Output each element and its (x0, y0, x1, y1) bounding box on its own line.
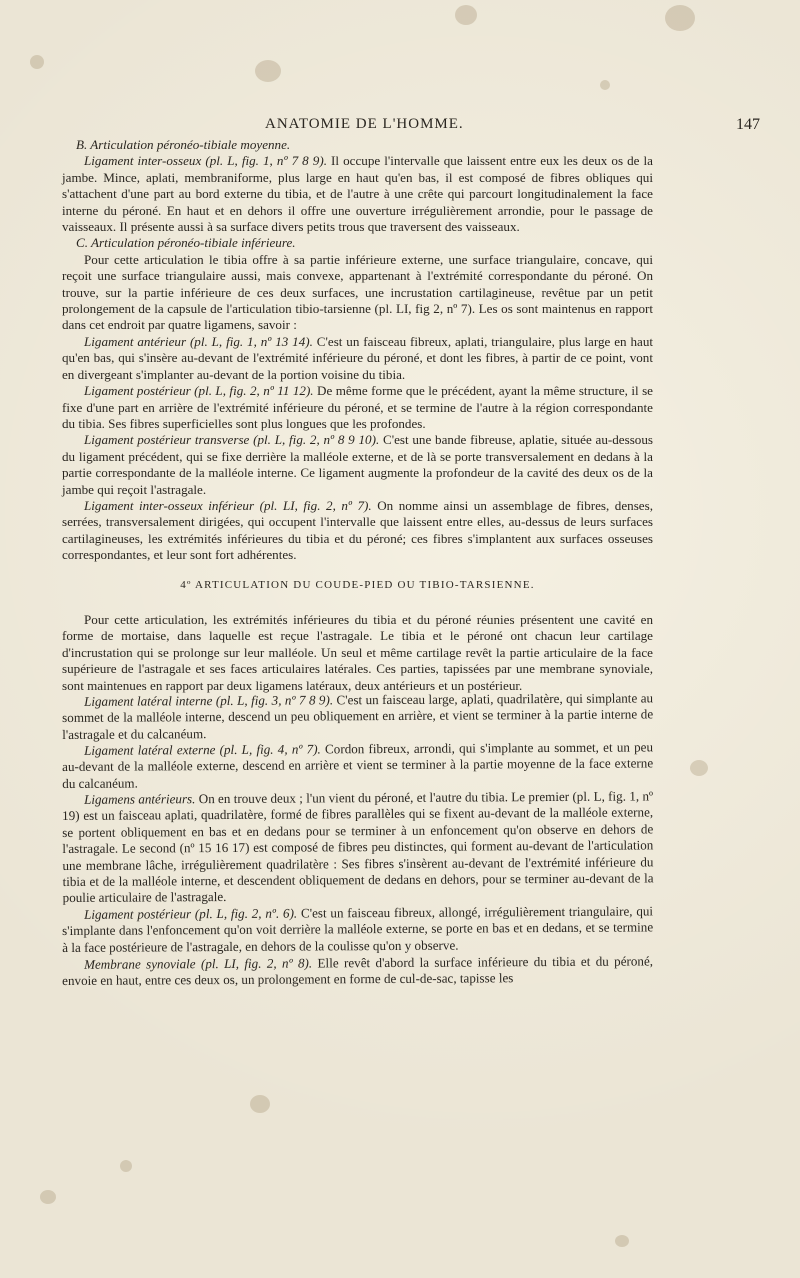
paragraph (62, 498, 653, 564)
paragraph-lead: Ligament postérieur (pl. L, fig. 2, nº. 6). (83, 905, 298, 923)
paragraph-lead: Ligament antérieur (pl. L, fig. 1, nº 13 14). (84, 333, 313, 349)
paragraph-text: C'est une bande fibreuse, aplatie, située au-dessous du ligament précédent, qui se fixe derrière la malléole externe, et de là se porte transversalement en dedans à la partie correspondante de la malléole interne. Ce ligament augmente la profondeur de la cavité des deux os de la jambe qui reçoit l'astragale. (62, 432, 653, 497)
page-number: 147 (736, 116, 760, 133)
paragraph (62, 235, 653, 251)
paragraph-text: Cordon fibreux, arrondi, qui s'implante au sommet, et un peu au-devant de la malléole externe, descend en arrière et vient se terminer à la partie moyenne de la face externe du calcanéum. (62, 739, 654, 792)
body-text (62, 137, 653, 989)
paragraph (62, 153, 653, 235)
section-heading: 4º ARTICULATION DU COUDE-PIED OU TIBIO-TARSIENNE. (180, 578, 535, 591)
paragraph-lead: B. Articulation péronéo-tibiale moyenne. (76, 137, 291, 152)
foxing-stain (690, 760, 708, 776)
paragraph-text: Elle revêt d'abord la surface inférieure du tibia et du péroné, envoie en haut, entre ces deux os, un prolongement en forme de cul-de-sac, tapisse les (62, 952, 654, 988)
paragraph-lead: Ligament postérieur (pl. L, fig. 2, nº 11 12). (84, 383, 314, 399)
paragraph-text: C'est un faisceau fibreux, aplati, triangulaire, plus large en haut qu'en bas, qui s'insère au-devant de l'extrémité inférieure du péroné, et dont les fibres, à partir de ce point, vont en divergeant s'implanter au-devant de la portion voisine du tibia. (62, 333, 654, 382)
paragraph (62, 612, 653, 694)
paragraph-lead: Ligament postérieur transverse (pl. L, fig. 2, nº 8 9 10). (84, 432, 380, 448)
paragraph (62, 789, 654, 907)
foxing-stain (40, 1190, 56, 1204)
paragraph-text: On nomme ainsi un assemblage de fibres, denses, serrées, transversalement dirigées, qui occupent l'intervalle que laissent entre elles, au-dessus de leurs surfaces cartilagineuses, les extrémités inférieures du tibia et du péroné; ces fibres s'implantent aux surfaces osseuses correspondantes, et leur sont fort adhérentes. (62, 497, 653, 563)
paragraph-lead: C. Articulation péronéo-tibiale inférieure. (76, 235, 296, 251)
paragraph-lead: Ligament inter-osseux inférieur (pl. LI, fig. 2, nº 7). (84, 497, 372, 513)
foxing-stain (600, 80, 610, 90)
paragraph (62, 383, 653, 432)
paragraph (62, 904, 653, 957)
paragraph (62, 334, 653, 383)
paragraph (62, 953, 653, 989)
paragraph-lead: Ligamens antérieurs. (83, 791, 196, 808)
paragraph (62, 432, 653, 498)
paragraph-text: Pour cette articulation le tibia offre à sa partie inférieure externe, une surface triangulaire, concave, qui reçoit une surface triangulaire aussi, mais convexe, appartenant à l'extrémité correspondante du péroné. On trouve, sur la partie inférieure de ces deux surfaces, une incrustation cartilagineuse, revêtue par un petit prolongement de la capsule de l'articulation tibio-tarsienne (pl. LI, fig 2, nº 7). Les os sont maintenus en rapport dans cet endroit par quatre ligamens, savoir : (62, 251, 653, 333)
foxing-stain (665, 5, 695, 31)
foxing-stain (120, 1160, 132, 1172)
foxing-stain (255, 60, 281, 82)
paragraph-text: C'est un faisceau fibreux, allongé, irrégulièrement triangulaire, qui s'implante dans l'enfoncement qu'on voit derrière la malléole externe, se porte en bas et en dedans, et se termine à la face postérieure de l'astragale, en dehors de la coulisse qu'on y observe. (62, 903, 654, 956)
paragraph-lead: Membrane synoviale (pl. LI, fig. 2, nº 8). (83, 954, 313, 972)
paragraph (62, 690, 653, 743)
paragraph (62, 137, 653, 153)
foxing-stain (250, 1095, 270, 1113)
foxing-stain (615, 1235, 629, 1247)
paragraph-text: C'est un faisceau large, aplati, quadrilatère, qui simplante au sommet de la malléole interne, descend un peu obliquement en arrière, et vient se terminer à la partie interne de l'astragale et du calcanéum. (62, 690, 654, 742)
foxing-stain (455, 5, 477, 25)
paragraph-lead: Ligament inter-osseux (pl. L, fig. 1, nº 7 8 9). (84, 153, 327, 169)
foxing-stain (30, 55, 44, 69)
paragraph-text: On en trouve deux ; l'un vient du péroné, et l'autre du tibia. Le premier (pl. L, fig. 1, nº 19) est un faisceau aplati, quadrilatère, formé de fibres parallèles qui se fixent au-devant de la malléole externe, se portent obliquement en bas et en dedans pour se terminer à un enfoncement qu'on observe en dehors de l'astragale. Le second (nº 15 16 17) est composé de fibres peu distinctes, qui forment au-devant de l'articulation une membrane lâche, irrégulièrement quadrilatère : Ses fibres s'insèrent au-devant de l'extrémité inférieure du tibia et de la malléole interne, et descendent obliquement de dedans en dehors, pour se terminer au-devant de la poulie articulaire de l'astragale. (62, 788, 654, 906)
paragraph (62, 740, 653, 793)
running-title: ANATOMIE DE L'HOMME. (265, 116, 464, 132)
paragraph-text: De même forme que le précédent, ayant la même structure, il se fixe d'une part en arrière de l'extrémité inférieure du péroné, et se termine de l'autre à la région correspondante du tibia. Ses fibres superficielles sont plus longues que les profondes. (62, 383, 653, 431)
paragraph-text: Pour cette articulation, les extrémités inférieures du tibia et du péroné réunies présentent une cavité en forme de mortaise, dans laquelle est reçue l'astragale. Le tibia et le péroné ont chacun leur cartilage d'incrustation qui se prolonge sur leur malléole. Un seul et même cartilage revêt la partie articulaire de la face supérieure de l'astragale et ses faces articulaires latérales. Ces parties, tapissées par une membrane synoviale, sont maintenues en rapport par deux ligamens latéraux, deux antérieurs et un postérieur. (62, 611, 653, 693)
paragraph-lead: Ligament latéral interne (pl. L, fig. 3, nº 7 8 9). (83, 692, 334, 709)
paragraph-text: Il occupe l'intervalle que laissent entre eux les deux os de la jambe. Mince, aplati, membraniforme, plus large en haut qu'en bas, il est composé de fibres obliques qui s'attachent d'une part au bord externe du tibia, et de l'autre à une crête qui parcourt longitudinalement la face interne du péroné. En haut et en dehors il offre une ouverture irrégulièrement arrondie, pour le passage de vaisseaux. Il présente aussi à sa surface divers petits trous que traversent des vaisseaux. (62, 153, 653, 235)
paragraph (62, 252, 653, 334)
running-head (60, 116, 760, 136)
paragraph-lead: Ligament latéral externe (pl. L, fig. 4, nº 7). (83, 741, 321, 759)
